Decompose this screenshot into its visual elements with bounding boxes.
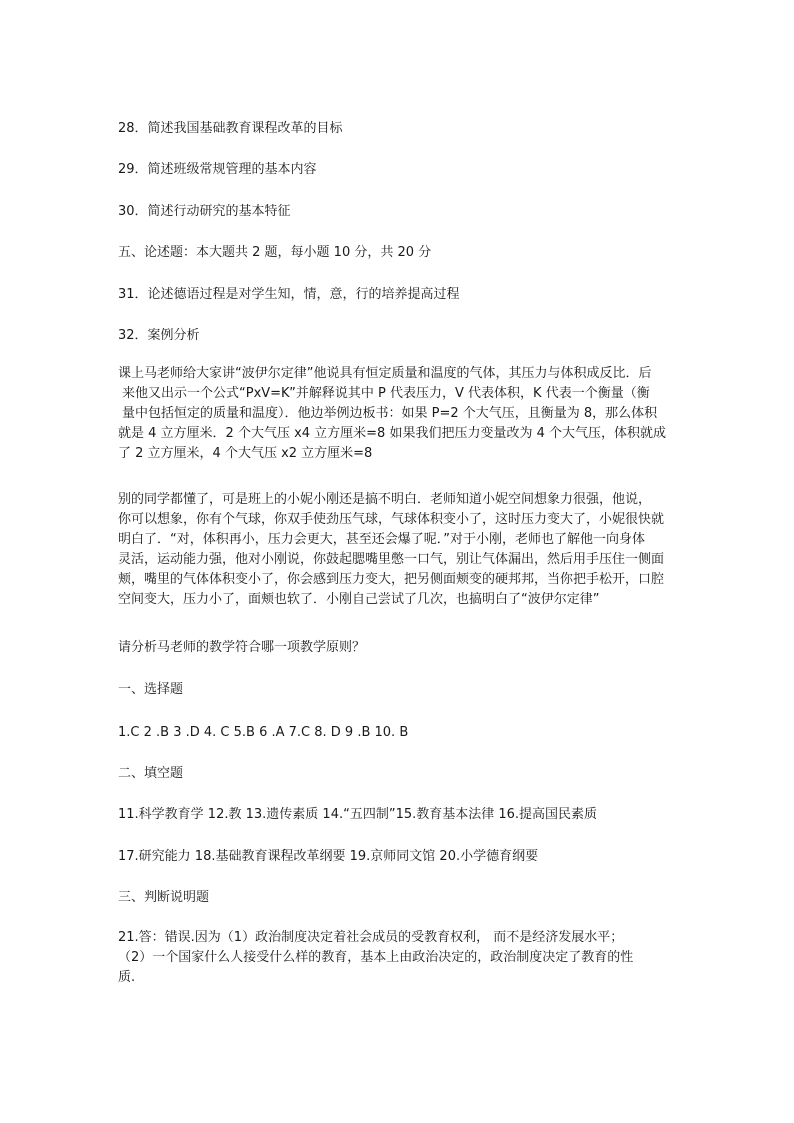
question-32: 32．案例分析 <box>118 328 200 343</box>
answer-line: 质. <box>118 970 136 985</box>
answer-line: 21.答：错误.因为（1）政治制度决定着社会成员的受教育权利， 而不是经济发展水平； <box>118 930 624 945</box>
case-line: 来他又出示一个公式“PxV=K”并解释说其中 P 代表压力，V 代表体积，K 代表一个衡量（衡 <box>122 386 650 401</box>
case-line: 灵活，运动能力强，他对小刚说，你鼓起腮嘴里憋一口气，别让气体漏出，然后用手压住一侧面 <box>118 552 665 567</box>
answer-section-judge: 三、判断说明题 <box>118 890 210 905</box>
case-line: 量中包括恒定的质量和温度）．他边举例边板书：如果 P=2 个大气压，且衡量为 8，那么体积 <box>122 406 658 421</box>
answer-multiple-choice: 1.C 2 .B 3 .D 4. C 5.B 6 .A 7.C 8. D 9 .B 10. B <box>118 725 409 740</box>
case-line: 课上马老师给大家讲“波伊尔定律”他说具有恒定质量和温度的气体，其压力与体积成反比．后 <box>118 366 652 381</box>
answer-section-fill: 二、填空题 <box>118 766 184 781</box>
case-line: 你可以想象，你有个气球，你双手使劲压气球，气球体积变小了，这时压力变大了，小妮很快就 <box>118 512 665 527</box>
answer-line: （2）一个国家什么人接受什么样的教育，基本上由政治决定的，政治制度决定了教育的性 <box>118 950 634 965</box>
case-paragraph-1 <box>118 364 688 464</box>
question-31: 31．论述德语过程是对学生知，情，意，行的培养提高过程 <box>118 287 460 302</box>
question-30: 30．简述行动研究的基本特征 <box>118 204 291 219</box>
case-line: 了 2 立方厘米，4 个大气压 x2 立方厘米=8 <box>118 446 373 461</box>
case-line: 明白了．“对，体积再小，压力会更大，甚至还会爆了呢．”对于小刚，老师也了解他一向身体 <box>118 532 645 547</box>
case-question: 请分析马老师的教学符合哪一项教学原则？ <box>118 640 366 655</box>
question-28: 28．简述我国基础教育课程改革的目标 <box>118 121 343 136</box>
case-line: 空间变大，压力小了，面颊也软了．小刚自己尝试了几次，也搞明白了“波伊尔定律” <box>118 592 600 607</box>
case-line: 就是 4 立方厘米．2 个大气压 x4 立方厘米=8 如果我们把压力变量改为 4 个大气压，体积就成 <box>118 426 667 441</box>
answer-fill-1: 11.科学教育学 12.教 13.遗传素质 14.“五四制”15.教育基本法律 16.提高国民素质 <box>118 807 598 822</box>
case-line: 别的同学都懂了，可是班上的小妮小刚还是搞不明白．老师知道小妮空间想象力很强，他说， <box>118 492 652 507</box>
section-heading-essay: 五、论述题：本大题共 2 题，每小题 10 分，共 20 分 <box>118 245 432 260</box>
case-paragraph-2 <box>118 490 688 610</box>
case-line: 颊，嘴里的气体体积变小了，你会感到压力变大，把另侧面颊变的硬邦邦，当你把手松开，口腔 <box>118 572 665 587</box>
answer-fill-2: 17.研究能力 18.基础教育课程改革纲要 19.京师同文馆 20.小学德育纲要 <box>118 849 539 864</box>
answer-21 <box>118 928 688 988</box>
question-29: 29．简述班级常规管理的基本内容 <box>118 162 317 177</box>
answer-section-choice: 一、选择题 <box>118 682 184 697</box>
